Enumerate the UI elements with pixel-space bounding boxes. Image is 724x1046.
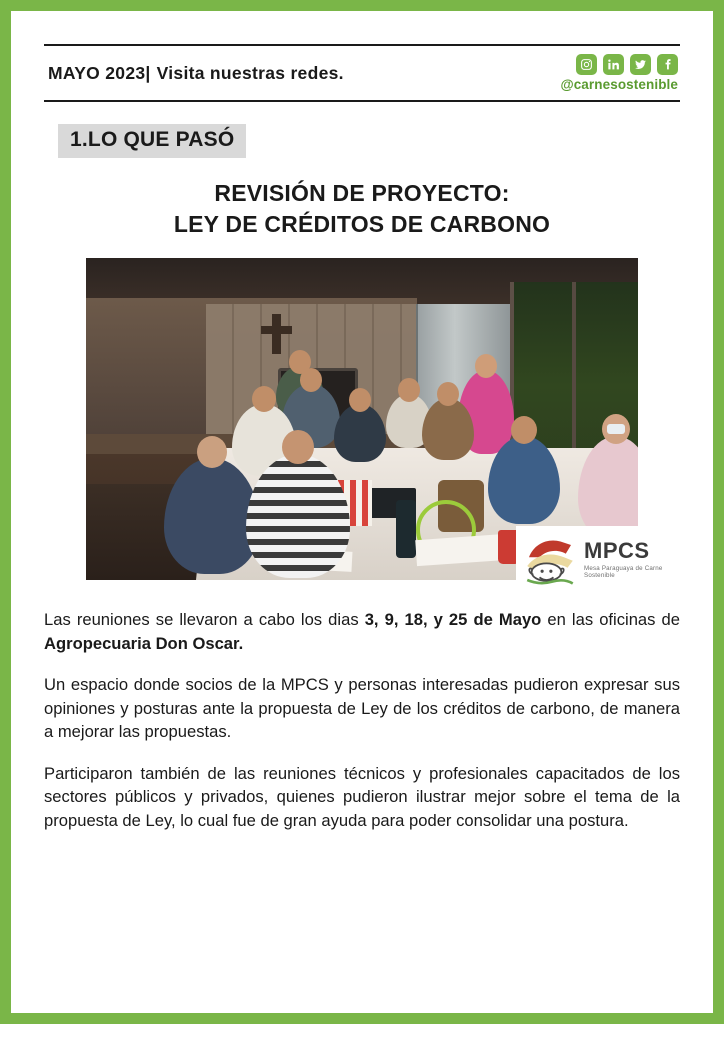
- social-handle[interactable]: @carnesostenible: [560, 77, 678, 92]
- photo-person-head: [349, 388, 371, 412]
- instagram-icon[interactable]: [576, 54, 597, 75]
- face-mask: [607, 424, 625, 434]
- paragraph-1: [44, 608, 680, 655]
- header-separator: |: [145, 62, 151, 83]
- header-right-group: [560, 54, 680, 92]
- page-title: [44, 178, 680, 240]
- paragraph-1-run-2: 3, 9, 18, y 25 de Mayo: [364, 610, 542, 630]
- paragraph-1-run-3: en las oficinas de: [541, 610, 680, 630]
- wall-cross-decor: [272, 314, 281, 354]
- mpcs-cow-icon: [522, 531, 578, 587]
- header-left-group: [44, 63, 344, 84]
- paragraph-1-run-4: Agropecuaria Don Oscar.: [44, 633, 244, 653]
- photo-person-head: [300, 368, 322, 392]
- photo-person-head: [437, 382, 459, 406]
- mpcs-logo: [516, 526, 674, 592]
- issue-month: MAYO 2023: [48, 62, 146, 83]
- page-title-line2: LEY DE CRÉDITOS DE CARBONO: [173, 211, 551, 238]
- mpcs-subtitle: Mesa Paraguaya de Carne Sostenible: [584, 564, 663, 579]
- photo-person-head: [398, 378, 420, 402]
- linkedin-icon[interactable]: [603, 54, 624, 75]
- facebook-icon[interactable]: [657, 54, 678, 75]
- mpcs-logo-text: [584, 537, 668, 579]
- photo-person-head: [511, 416, 537, 444]
- social-icon-row: [576, 54, 678, 75]
- photo-person-head: [282, 430, 314, 464]
- twitter-icon[interactable]: [630, 54, 651, 75]
- photo-bottle: [396, 500, 416, 558]
- section-tag: 1.LO QUE PASÓ: [58, 124, 246, 158]
- paragraph-3: Participaron también de las reuniones técnicos y profesionales capacitados de los sectores públicos y privados, quienes pudieron ilustrar mejor sobre el tema de la propuesta de Ley, lo cual fue de gran ayuda para poder consolidar una postura.: [44, 763, 680, 831]
- photo-person-head: [475, 354, 497, 378]
- header-tagline: Visita nuestras redes.: [156, 62, 344, 83]
- photo-person-head: [252, 386, 276, 412]
- page-header: [44, 44, 680, 102]
- article-body: [44, 608, 680, 833]
- paragraph-1-run-1: Las reuniones se llevaron a cabo los dias: [44, 610, 365, 630]
- page-content: [11, 44, 713, 1046]
- meeting-photo-container: [86, 258, 663, 580]
- page-title-line1: REVISIÓN DE PROYECTO:: [214, 180, 510, 206]
- mpcs-acronym: MPCS: [584, 537, 650, 563]
- photo-person-head: [197, 436, 227, 468]
- paragraph-2: Un espacio donde socios de la MPCS y personas interesadas pudieron expresar sus opiniones y posturas ante la propuesta de Ley de los créditos de carbono, de manera a mejorar las propuestas.: [44, 675, 680, 742]
